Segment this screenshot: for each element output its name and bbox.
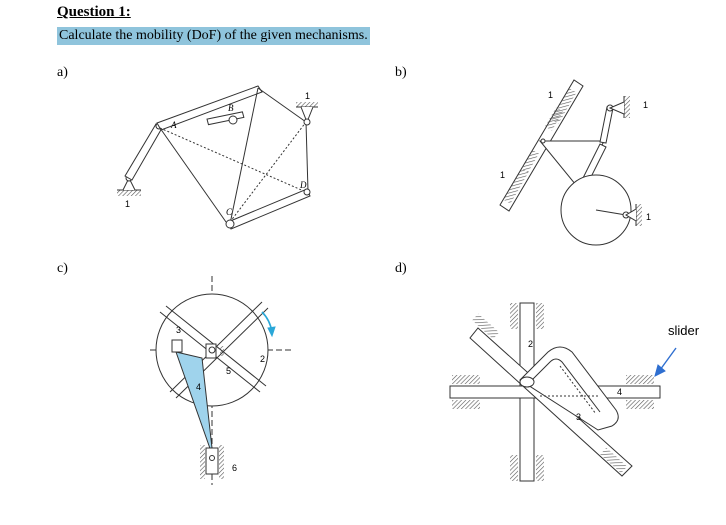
label-c-3: 3 <box>176 325 182 335</box>
figure-c <box>150 276 292 485</box>
ground-hatch <box>117 190 141 196</box>
label-c-2: 2 <box>260 354 266 364</box>
label-c-4: 4 <box>196 382 202 392</box>
question-title: Question 1: <box>57 4 131 20</box>
label-d-2: 2 <box>528 339 534 349</box>
label-a-B: B <box>228 103 234 113</box>
label-a-ground-2: 1 <box>305 91 311 101</box>
label-d-3: 3 <box>576 412 582 422</box>
label-c-6: 6 <box>232 463 238 473</box>
label-a-A: A <box>171 120 177 130</box>
part-label-a: a) <box>57 65 68 80</box>
part-label-c: c) <box>57 261 68 276</box>
joint-b <box>229 116 237 124</box>
part-label-b: b) <box>395 65 407 80</box>
joint-c <box>226 220 234 228</box>
label-b-ground-4: 1 <box>646 212 652 222</box>
label-b-ground-1: 1 <box>548 90 554 100</box>
label-a-ground-1: 1 <box>125 199 131 209</box>
label-a-C: C <box>226 207 233 217</box>
label-d-4: 4 <box>617 387 623 397</box>
part-label-d: d) <box>395 261 407 276</box>
label-b-ground-3: 1 <box>500 170 506 180</box>
label-c-5: 5 <box>226 366 232 376</box>
figure-b <box>500 80 642 245</box>
question-prompt: Calculate the mobility (DoF) of the given mechanisms. <box>59 28 368 43</box>
figure-a <box>117 86 318 229</box>
figure-d <box>450 303 676 481</box>
label-a-D: D <box>300 180 307 190</box>
label-d-slider: slider <box>668 323 700 338</box>
label-b-ground-2: 1 <box>643 100 649 110</box>
